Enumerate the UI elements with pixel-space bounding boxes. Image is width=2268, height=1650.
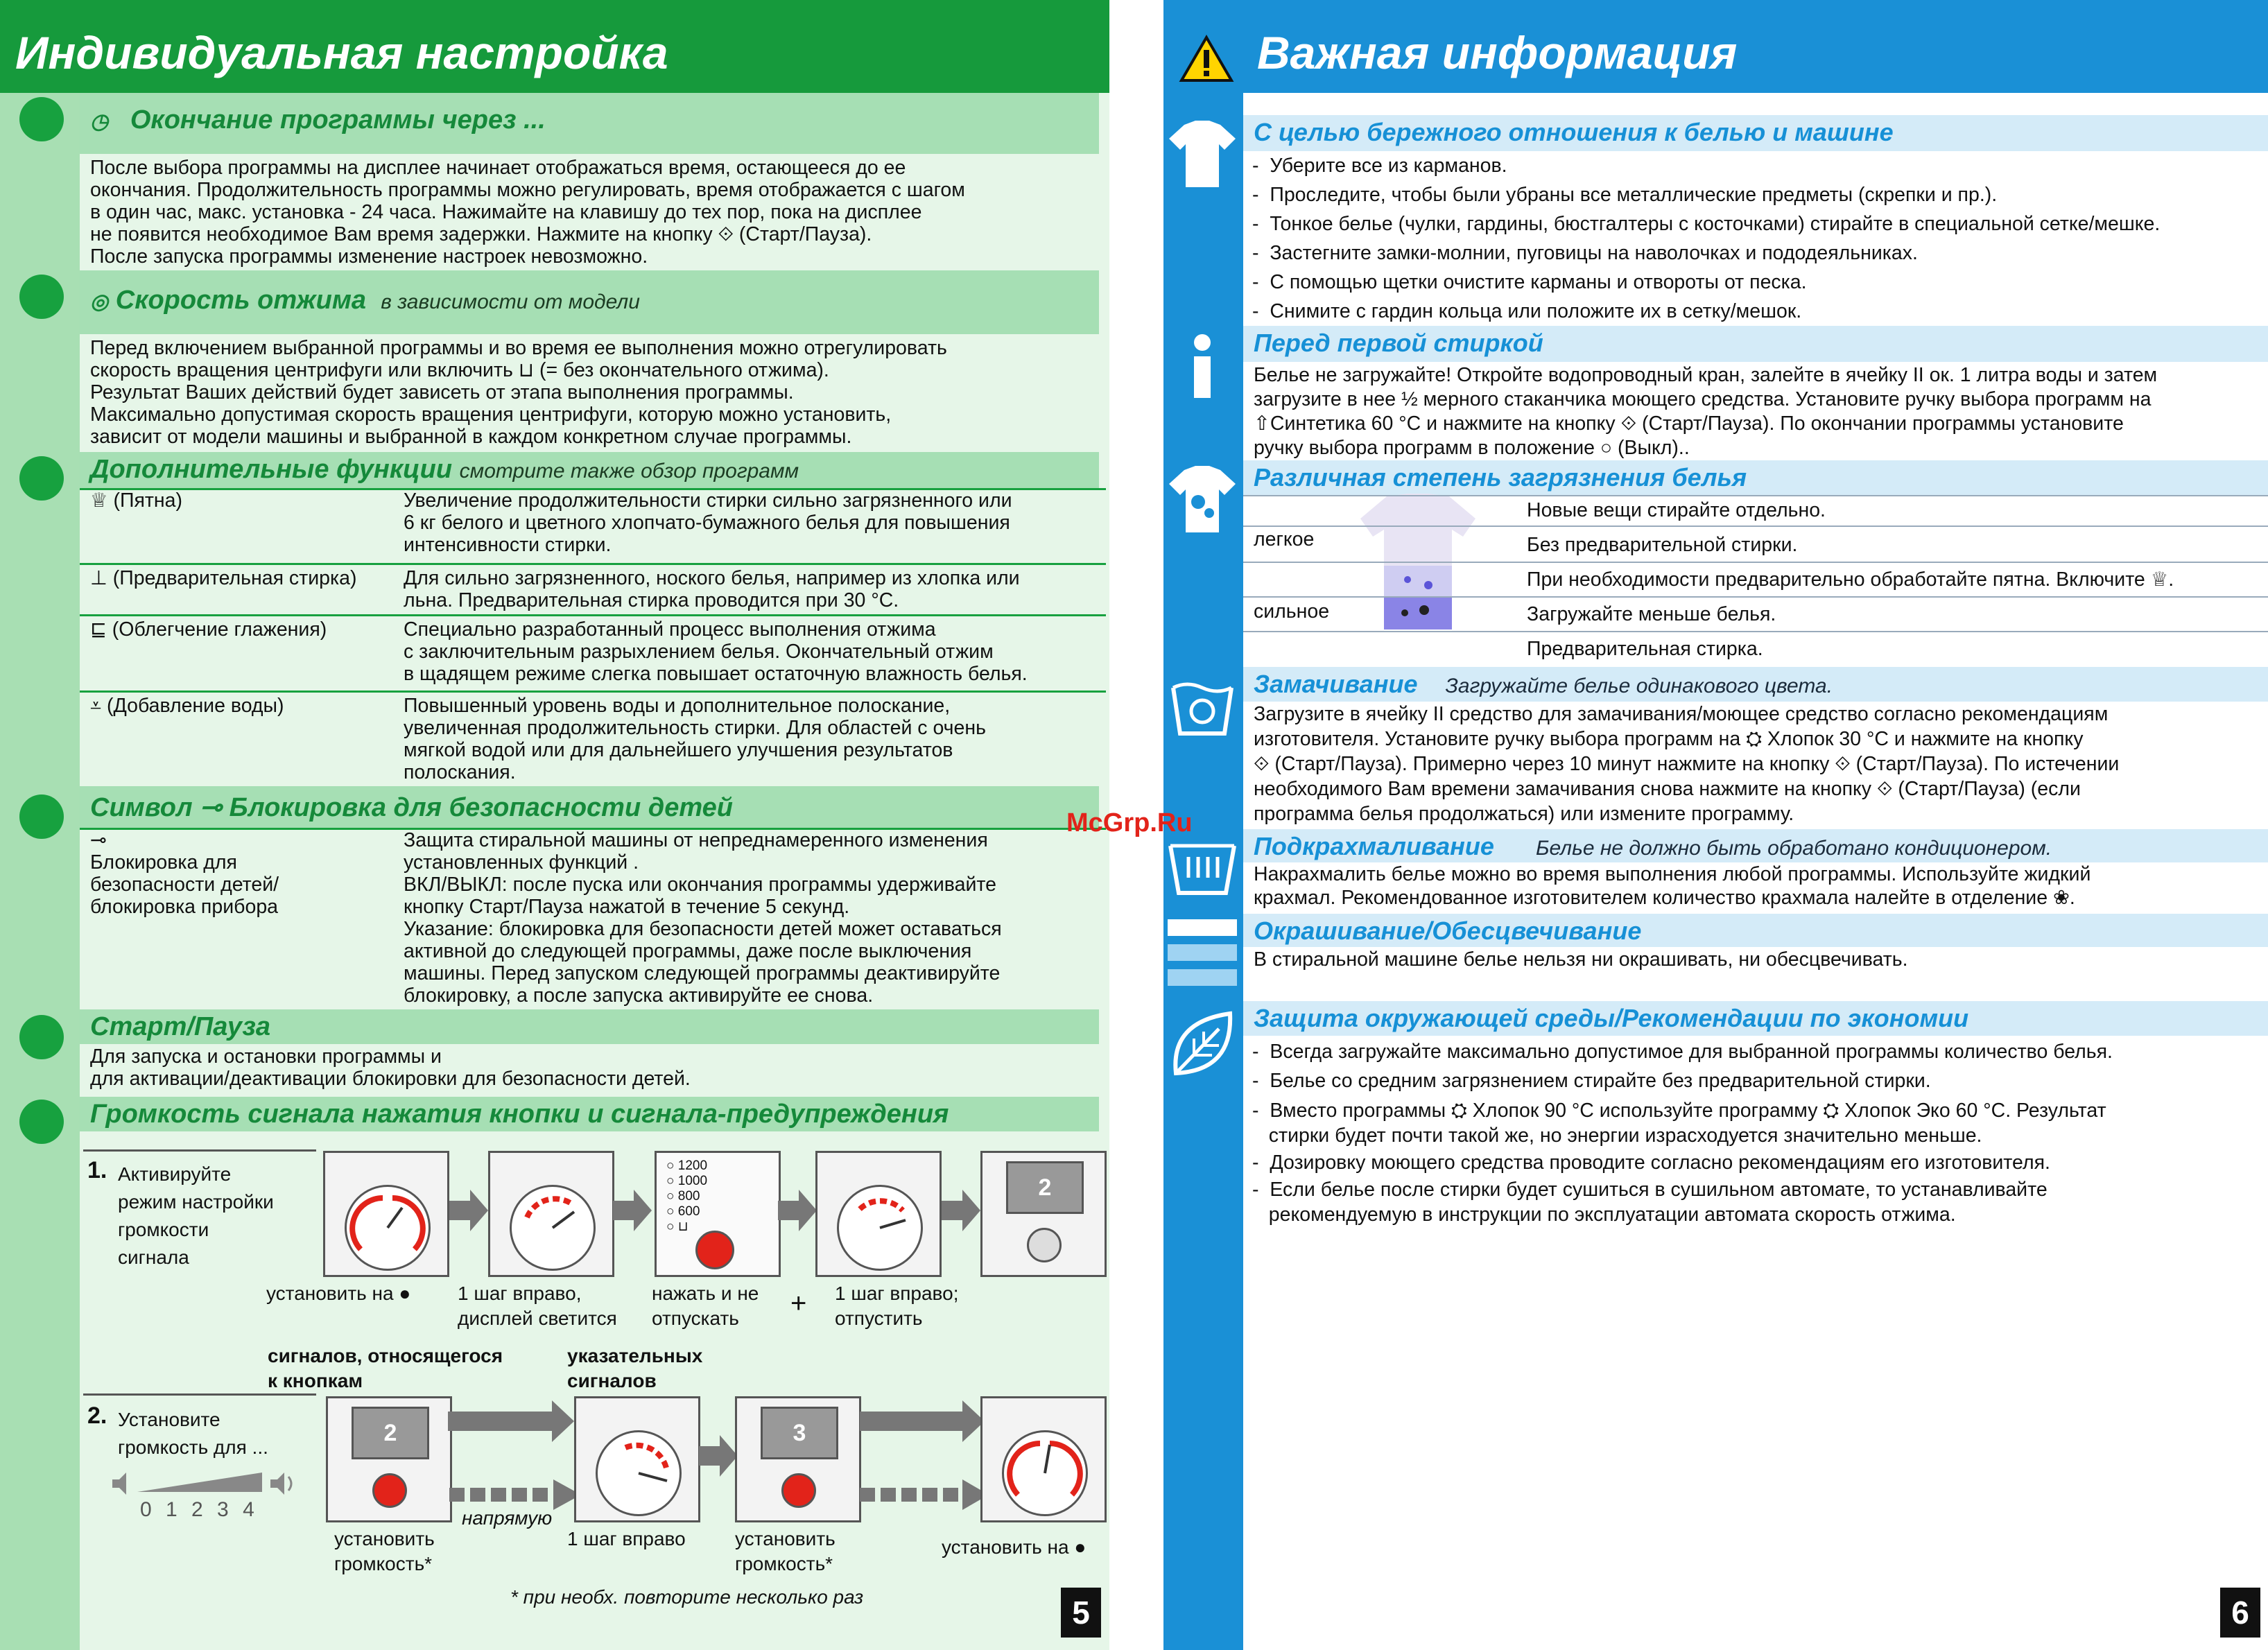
page-number: 6: [2220, 1588, 2260, 1638]
list-item: Застегните замки-молнии, пуговицы на наволочках и пододеяльниках.: [1270, 242, 1918, 264]
text-line: безопасности детей/: [90, 874, 279, 896]
child-lock-label: [90, 829, 279, 918]
soil-row-text: При необходимости предварительно обработайте пятна. Включите ♕.: [1527, 568, 2174, 591]
section-subtitle: Загружайте белье одинакового цвета.: [1445, 675, 1833, 697]
start-button[interactable]: [781, 1473, 816, 1508]
text-line: крахмал. Рекомендованное изготовителем количество крахмала налейте в отделение ❀.: [1254, 887, 2075, 909]
start-button[interactable]: [372, 1473, 407, 1508]
caption: [735, 1527, 836, 1577]
section-subtitle: смотрите также обзор программ: [459, 460, 799, 483]
section-title: Окрашивание/Обесцвечивание: [1254, 917, 1642, 945]
divider: [1243, 495, 2268, 496]
text-line: сигналов, относящегося: [268, 1345, 503, 1366]
arrow-right-icon: [449, 1190, 488, 1231]
section-bullet: [19, 456, 64, 501]
divider: [1243, 562, 2268, 563]
dial-arrows-icon: [347, 1187, 429, 1269]
volume-scale-labels: 0 1 2 3 4: [140, 1498, 259, 1521]
section-bullet: [19, 794, 64, 839]
function-desc: [404, 489, 1012, 556]
list-item: Вместо программы ⛭ Хлопок 90 °C используйте программу ⛭ Хлопок Эко 60 °C. Результат: [1270, 1100, 2106, 1122]
text-line: сигнала: [118, 1247, 189, 1268]
text-line: Результат Ваших действий будет зависеть от этапа выполнения программы.: [90, 381, 794, 403]
left-page: [0, 0, 1109, 1650]
leaf-icon-box: [1163, 1001, 1241, 1087]
text-line: 1 шаг вправо,: [458, 1283, 582, 1304]
text-line: изготовителя. Установите ручку выбора программ на ⛭ Хлопок 30 °C и нажмите на кнопку: [1254, 728, 2084, 750]
text-line: полоскания.: [404, 761, 516, 783]
section-header-program-end: [80, 93, 1099, 154]
round-button[interactable]: [1027, 1228, 1062, 1262]
speed-list: ○ 1200 ○ 1000 ○ 800 ○ 600 ○ ⊔: [666, 1158, 708, 1234]
text-line: ВКЛ/ВЫКЛ: после пуска или окончания программы удерживайте: [404, 874, 996, 896]
caption: [652, 1281, 759, 1331]
soil-row-text: Без предварительной стирки.: [1527, 534, 1798, 556]
divider: [80, 691, 1106, 693]
function-name: ♕ (Пятна): [90, 489, 183, 512]
text-line: блокировку, а после запуска активируйте ее снова.: [404, 984, 874, 1007]
section-text: [1254, 363, 2157, 460]
function-desc: [404, 695, 986, 783]
text-line: кнопку Старт/Пауза нажатой в течение 5 секунд.: [404, 896, 850, 918]
left-header-title: Индивидуальная настройка: [15, 27, 668, 78]
display-panel: [980, 1151, 1107, 1277]
text-line: Для запуска и остановки программы и: [90, 1045, 442, 1068]
section-title: Громкость сигнала нажатия кнопки и сигнала-предупреждения: [90, 1100, 949, 1129]
step-number: 1.: [87, 1157, 107, 1183]
display-value: 2: [352, 1407, 429, 1459]
text-line: После запуска программы изменение настроек невозможно.: [90, 245, 648, 268]
section-subtitle: Белье не должно быть обработано кондиционером.: [1535, 837, 2052, 860]
section-title: Дополнительные функции: [90, 455, 453, 484]
list-item: Белье со средним загрязнением стирайте без предварительной стирки.: [1270, 1070, 1931, 1092]
dial-step-icon: [598, 1432, 679, 1514]
stained-shirt-icon-box: [1163, 460, 1241, 541]
shirt-icon-box: [1163, 115, 1241, 194]
section-bullet: [19, 97, 64, 141]
text-line: ⟐ (Старт/Пауза). Примерно через 10 минут нажмите на кнопку ⟐ (Старт/Пауза). По истечении: [1254, 753, 2120, 775]
info-icon: [1163, 326, 1241, 405]
section-text: [90, 337, 947, 448]
section-header-spin-speed: [80, 270, 1099, 334]
right-page: [1066, 0, 2268, 1650]
spin-speed-panel: [655, 1151, 781, 1277]
text-line: Накрахмалить белье можно во время выполнения любой программы. Используйте жидкий: [1254, 863, 2091, 885]
knob: [345, 1185, 431, 1271]
text-line: с заключительным разрыхлением белья. Окончательный отжим: [404, 641, 994, 663]
soil-row-text: Предварительная стирка.: [1527, 638, 1763, 660]
care-list: - Уберите все из карманов. - Проследите, чтобы были убраны все металлические предметы (скрепки и пр.). - Тонкое белье (чулки, гардины, бюстгалтеры с косточками) стирайте в специальной сетке/мешке. - Застегните замки-молнии, пуговицы на наволочках и пододеяльниках. - С помощью щетки очистите карманы и отвороты от песка. - Снимите с гардин кольца или положите их в сетку/мешок.: [1252, 155, 2161, 322]
program-dial: [323, 1151, 449, 1277]
direct-label: напрямую: [462, 1507, 553, 1529]
section-text: [90, 157, 965, 268]
left-side-strip: [0, 93, 80, 1650]
footnote: * при необх. повторите несколько раз: [510, 1586, 864, 1608]
speed-option: 600: [677, 1204, 700, 1219]
dial-step-icon: [839, 1187, 921, 1269]
section-text: В стиральной машине белье нельзя ни окрашивать, ни обесцвечивать.: [1254, 948, 1908, 971]
function-desc: [404, 567, 1020, 611]
text-line: увеличенная продолжительность стирки. Для областей с очень: [404, 717, 986, 739]
section-subtitle: в зависимости от модели: [381, 290, 640, 313]
divider: [1243, 526, 2268, 527]
divider: [80, 614, 1106, 616]
text-line: Защита стиральной машины от непреднамеренного изменения: [404, 829, 988, 851]
page-number: 5: [1061, 1588, 1101, 1638]
text-line: загрузите в нее ½ мерного стаканчика моющего средства. Установите ручку выбора программ на: [1254, 388, 2152, 410]
dye-bars-icon: [1163, 914, 1241, 993]
divider: [1243, 596, 2268, 598]
program-dial: [815, 1151, 942, 1277]
caption: установить на ●: [266, 1283, 411, 1304]
section-header-care: [1243, 115, 2268, 151]
section-title: С целью бережного отношения к белью и машине: [1254, 118, 1894, 146]
speed-option: ⊔: [677, 1219, 689, 1234]
knob: [837, 1185, 923, 1271]
text-line: Максимально допустимая скорость вращения центрифуги, которую можно установить,: [90, 403, 892, 426]
section-bullet: [19, 1015, 64, 1059]
text-line: громкость*: [735, 1553, 833, 1574]
text-line: 1 шаг вправо;: [835, 1283, 959, 1304]
label-keys: [268, 1344, 503, 1393]
text-line: Для сильно загрязненного, ноского белья, например из хлопка или: [404, 567, 1020, 589]
soak-icon-box: [1163, 667, 1241, 747]
text-line: необходимого Вам времени замачивания снова нажмите на кнопку ⟐ (Старт/Пауза) (если: [1254, 778, 2081, 800]
section-text: [1254, 862, 2090, 910]
function-desc: [404, 618, 1028, 685]
soil-row-text: Новые вещи стирайте отдельно.: [1527, 499, 1826, 521]
text-line: к кнопкам: [268, 1370, 363, 1391]
text-line: режим настройки: [118, 1191, 274, 1213]
program-dial: [574, 1396, 700, 1522]
arrow-right-icon: [448, 1400, 574, 1442]
text-line: установить: [334, 1528, 435, 1549]
info-icon-box: [1163, 326, 1241, 405]
text-line: Активируйте: [118, 1163, 232, 1185]
section-title: Перед первой стиркой: [1254, 329, 1543, 357]
display-panel: [326, 1396, 452, 1522]
text-line: дисплей светится: [458, 1308, 617, 1329]
caption: [334, 1527, 435, 1577]
list-item: Тонкое белье (чулки, гардины, бюстгалтеры с косточками) стирайте в специальной сетке/мешке.: [1270, 213, 2161, 235]
section-header-child-lock: [80, 786, 1099, 828]
section-header-extra-functions: [80, 452, 1099, 488]
text-line: в один час, макс. установка - 24 часа. Нажимайте на клавишу до тех пор, пока на дисплее: [90, 201, 922, 223]
text-line: отпускать: [652, 1308, 739, 1329]
text-line: ⇧Синтетика 60 °C и нажмите на кнопку ⟐ (Старт/Пауза). По окончании программы установите: [1254, 412, 2124, 435]
text-line: указательных: [567, 1345, 703, 1366]
section-text: [90, 1045, 691, 1090]
arrow-right-icon: [778, 1190, 817, 1231]
start-button[interactable]: [695, 1231, 734, 1269]
soil-level-light: легкое: [1254, 528, 1315, 550]
function-name: ⊑ (Облегчение глажения): [90, 618, 327, 641]
program-dial: [488, 1151, 614, 1277]
text-line: установить: [735, 1528, 836, 1549]
soil-level-heavy: сильное: [1254, 600, 1330, 623]
text-line: машины. Перед запуском следующей программы деактивируйте: [404, 962, 1001, 984]
text-line: скорость вращения центрифуги или включить ⊔ (= без окончательного отжима).: [90, 359, 829, 381]
section-header-first-wash: [1243, 326, 2268, 362]
text-line: мягкой водой или для дальнейшего улучшения результатов: [404, 739, 953, 761]
right-header-title: Важная информация: [1257, 27, 1738, 78]
text-line: интенсивности стирки.: [404, 534, 612, 556]
caption: 1 шаг вправо: [567, 1528, 686, 1549]
section-header-eco: [1243, 1001, 2268, 1036]
watermark-logo: McGrp.Ru: [1066, 808, 1193, 837]
knob: [596, 1430, 682, 1516]
text-line: зависит от модели машины и выбранной в каждом конкретном случае программы.: [90, 426, 852, 448]
list-item: Проследите, чтобы были убраны все металлические предметы (скрепки и пр.).: [1270, 184, 1998, 206]
knob: [1002, 1430, 1088, 1516]
text-line: окончания. Продолжительность программы можно регулировать, время отображается с шагом: [90, 179, 965, 201]
right-header-banner: [1163, 0, 2268, 93]
speed-option: 1000: [677, 1174, 708, 1188]
caption: установить на ●: [942, 1536, 1087, 1558]
step1-text: [118, 1161, 274, 1271]
section-title: Окончание программы через ...: [130, 105, 546, 134]
step-number: 2.: [87, 1402, 107, 1429]
display-value: 3: [761, 1407, 838, 1459]
caption: [458, 1281, 617, 1331]
list-item: Если белье после стирки будет сушиться в сушильном автомате, то устанавливайте: [1270, 1179, 2048, 1201]
text-line: активной до следующей программы, даже после выключения: [404, 940, 972, 962]
text-line: программа белья продолжаться) или измените программу.: [1254, 803, 1794, 825]
section-title: Старт/Пауза: [90, 1012, 271, 1041]
section-bullet: [19, 1100, 64, 1144]
list-item: Уберите все из карманов.: [1270, 155, 1507, 177]
volume-scale-icon: [110, 1470, 297, 1497]
warning-icon: [1179, 35, 1234, 83]
text-line: Установите: [118, 1409, 220, 1430]
list-item: Всегда загружайте максимально допустимое для выбранной программы количество белья.: [1270, 1041, 2113, 1063]
text-line: Указание: блокировка для безопасности детей может оставаться: [404, 918, 1002, 940]
left-header-banner: [0, 0, 1109, 93]
shirt-icon: [1163, 115, 1241, 194]
dye-icon-box: [1163, 914, 1241, 993]
soak-tub-icon: [1163, 667, 1241, 747]
knob: [510, 1185, 596, 1271]
text-line: для активации/деактивации блокировки для безопасности детей.: [90, 1068, 691, 1090]
text-line: Специально разработанный процесс выполнения отжима: [404, 618, 936, 641]
section-header-starch: [1243, 829, 2268, 862]
step2-text: [118, 1406, 268, 1461]
section-title: Различная степень загрязнения белья: [1254, 463, 1747, 492]
plus-sign: +: [790, 1288, 807, 1319]
soil-row-text: Загружайте меньше белья.: [1527, 603, 1776, 625]
text-line: Блокировка для: [90, 851, 237, 874]
arrow-right-icon: [942, 1190, 980, 1231]
text-line: Перед включением выбранной программы и во время ее выполнения можно отрегулировать: [90, 337, 947, 359]
text-line: блокировка прибора: [90, 896, 279, 918]
clock-icon: ◷: [90, 110, 109, 133]
display-value: 2: [1006, 1161, 1084, 1214]
divider: [83, 1393, 316, 1396]
text-line: льна. Предварительная стирка проводится при 30 °C.: [404, 589, 899, 611]
speed-option: 800: [677, 1189, 700, 1204]
list-item-continued: стирки будет почти такой же, но энергии израсходуется значительно меньше.: [1268, 1124, 1982, 1147]
text-line: не появится необходимое Вам время задержки. Нажмите на кнопку ⟐ (Старт/Пауза).: [90, 223, 872, 245]
section-header-soil: [1243, 460, 2268, 495]
text-line: громкость для ...: [118, 1436, 268, 1458]
starch-icon-box: [1163, 829, 1241, 907]
eco-list: - Всегда загружайте максимально допустимое для выбранной программы количество белья. - Белье со средним загрязнением стирайте без предварительной стирки. - Вместо программы ⛭ Хлопок 90 °C используйте программу ⛭ Хлопок Эко 60 °C. Результат стирки будет почти такой же, но энергии израсходуется значительно меньше. - Дозировку моющего средства проводите согласно рекомендациям его изготовителя. - Если белье после стирки будет сушиться в сушильном автомате, то устанавливайте рекомендуемую в инструкции по эксплуатации автомата скорость отжима.: [1252, 1041, 2113, 1226]
section-title: Подкрахмаливание: [1254, 832, 1494, 860]
text-line: установленных функций .: [404, 851, 639, 874]
function-name: ⊥ (Предварительная стирка): [90, 567, 357, 589]
stained-shirt-icon: [1163, 460, 1241, 541]
speed-option: 1200: [677, 1158, 708, 1173]
section-header-signal-volume: [80, 1097, 1099, 1131]
list-item: Снимите с гардин кольца или положите их в сетку/мешок.: [1270, 300, 1802, 322]
dial-arrows-icon: [1004, 1432, 1086, 1514]
text-line: громкость*: [334, 1553, 433, 1574]
starch-tub-icon: [1163, 829, 1241, 907]
section-header-dye: [1243, 914, 2268, 947]
leaf-icon: [1163, 1001, 1241, 1087]
text-line: в щадящем режиме слегка повышает остаточную влажность белья.: [404, 663, 1028, 685]
dial-step-icon: [512, 1187, 594, 1269]
text-line: громкости: [118, 1219, 209, 1240]
text-line: После выбора программы на дисплее начинает отображаться время, остающееся до ее: [90, 157, 906, 179]
divider: [83, 1149, 316, 1152]
text-line: Увеличение продолжительности стирки сильно загрязненного или: [404, 489, 1012, 512]
list-item: Дозировку моющего средства проводите согласно рекомендациям его изготовителя.: [1270, 1152, 2050, 1174]
section-text: [1254, 702, 2119, 826]
key-icon: ⊸: [90, 829, 107, 851]
text-line: Белье не загружайте! Откройте водопроводный кран, залейте в ячейку II ок. 1 литра воды и затем: [1254, 364, 2158, 386]
arrow-right-icon: [699, 1435, 738, 1477]
text-line: сигналов: [567, 1370, 657, 1391]
child-lock-desc: [404, 829, 1002, 1007]
arrow-right-icon: [860, 1400, 985, 1442]
section-title: Защита окружающей среды/Рекомендации по экономии: [1254, 1004, 1969, 1032]
text-line: Загрузите в ячейку II средство для замачивания/моющее средство согласно рекомендациям: [1254, 703, 2109, 725]
list-item: С помощью щетки очистите карманы и отвороты от песка.: [1270, 271, 1807, 293]
text-line: ручку выбора программ в положение ○ (Выкл)..: [1254, 437, 1690, 459]
label-warning: [567, 1344, 702, 1393]
display-panel: [735, 1396, 861, 1522]
text-line: 6 кг белого и цветного хлопчато-бумажного белья для повышения: [404, 512, 1010, 534]
program-dial: [980, 1396, 1107, 1522]
text-line: нажать и не: [652, 1283, 759, 1304]
section-bullet: [19, 275, 64, 319]
section-title: Скорость отжима: [115, 286, 367, 315]
section-title: Символ ⊸ Блокировка для безопасности детей: [90, 793, 733, 822]
section-header-start-pause: [80, 1009, 1099, 1044]
divider: [80, 563, 1106, 565]
section-header-soak: [1243, 667, 2268, 702]
list-item-continued: рекомендуемую в инструкции по эксплуатации автомата скорость отжима.: [1268, 1204, 1956, 1226]
text-line: Повышенный уровень воды и дополнительное полоскание,: [404, 695, 951, 717]
divider: [1243, 631, 2268, 632]
text-line: отпустить: [835, 1308, 923, 1329]
dashed-arrow-icon: [860, 1479, 989, 1510]
caption: [835, 1281, 958, 1331]
spin-icon: ◎: [90, 290, 109, 313]
function-name: ⩡ (Добавление воды): [90, 695, 284, 717]
section-title: Замачивание: [1254, 670, 1418, 698]
arrow-right-icon: [613, 1190, 652, 1231]
